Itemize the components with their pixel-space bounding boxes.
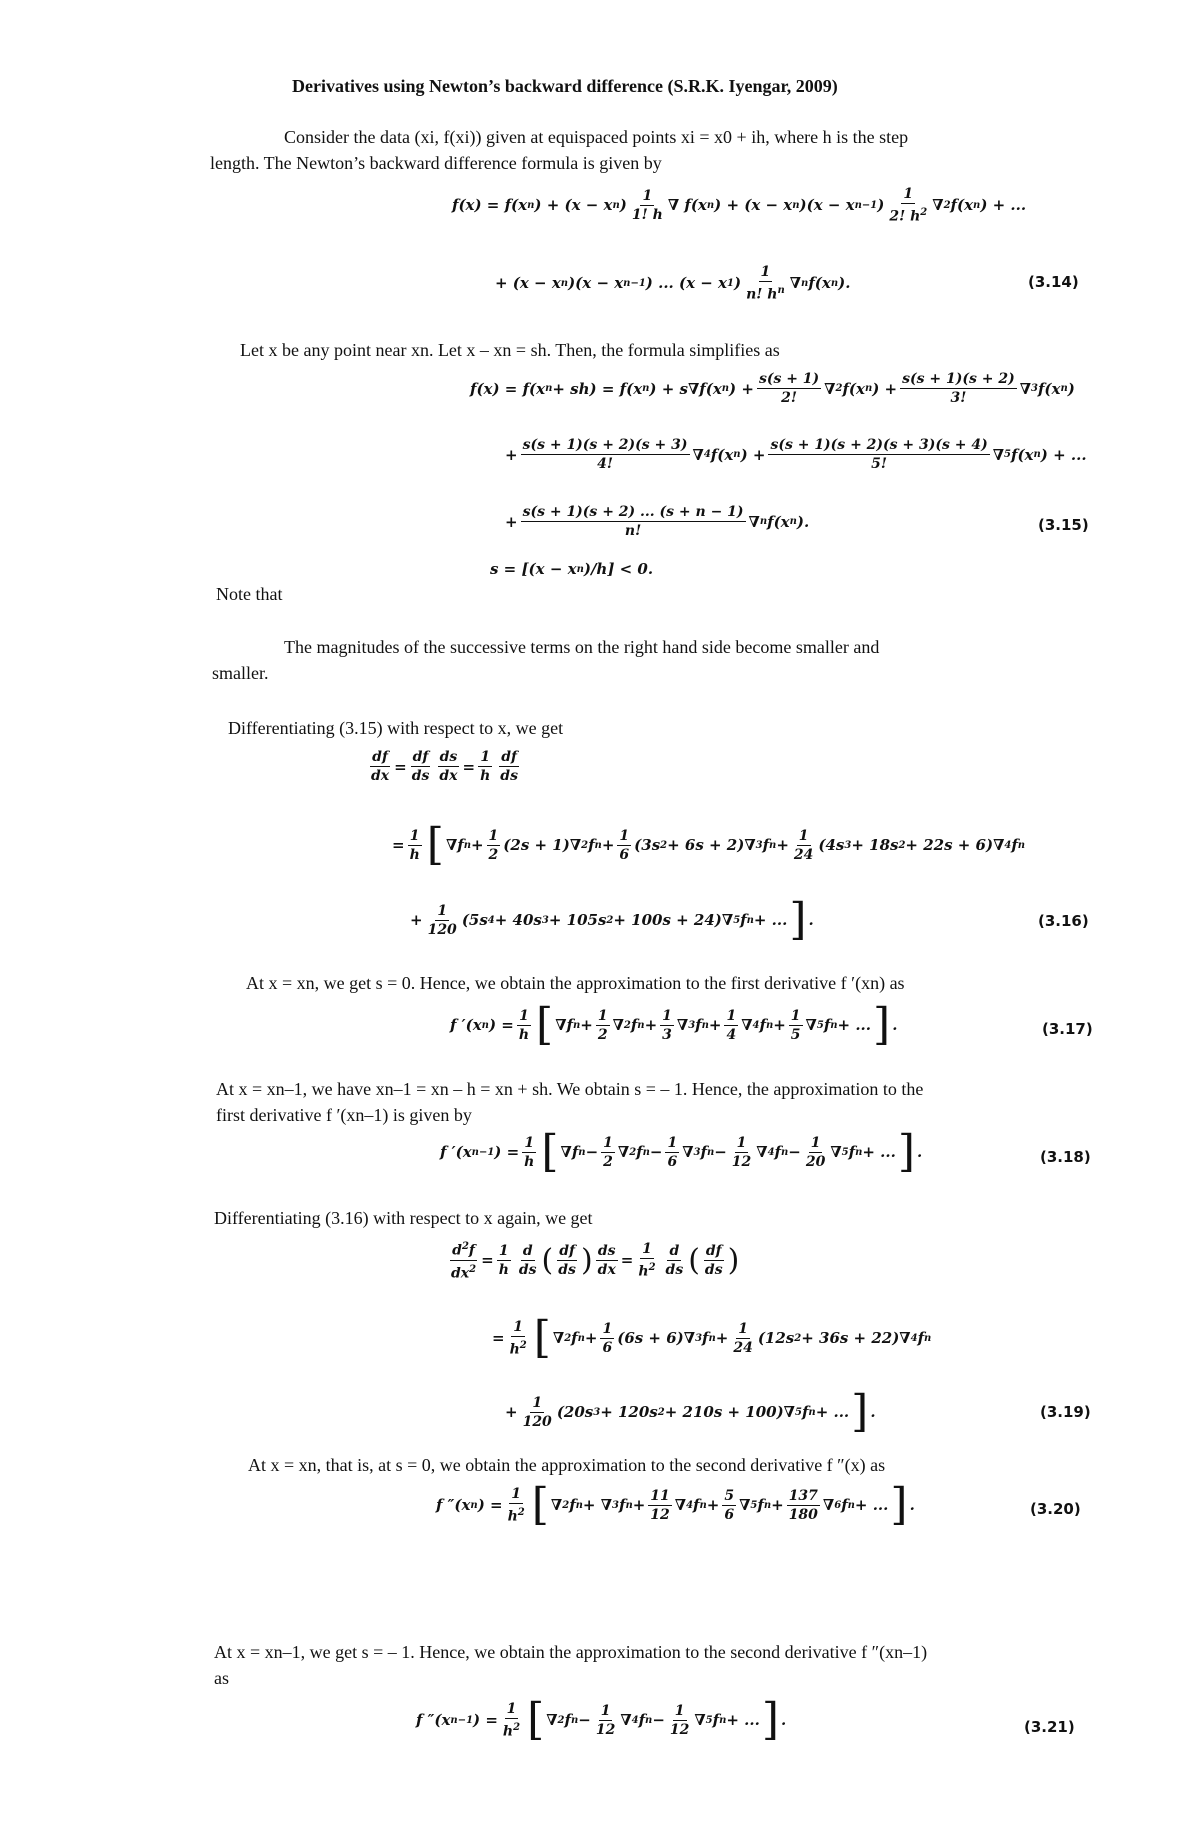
equation-3-21: f ″(x n−1 ) = $\frac{1}{h^2}$ [ ∇ 2 f n − $\frac{1}{12}$ ∇ 4 f n − $\frac{1}{12}$ ∇ 5 f n + ... ] . — [416, 1694, 787, 1746]
equation-number-3-16: (3.16) — [1038, 912, 1089, 930]
paragraph-magnitudes-line-2: smaller. — [212, 663, 269, 683]
equation-3-17: f ′(x n ) = $\frac{1}{h}$ [ ∇f n + $\frac{1}{2}$ ∇ 2 f n + $\frac{1}{3}$ ∇ 3 f n + $\frac{1}{4}$ ∇ 4 f n + $\frac{1}{5}$ ∇ 5 f n + ... ] . — [450, 999, 898, 1050]
equation-3-16-line-2: + $\frac{1}{120}$ (5s 4 + 40s 3 + 105s 2 + 100s + 24)∇ 5 f n + ... ] . — [410, 894, 814, 945]
equation-3-19-line-2: + $\frac{1}{120}$ (20s 3 + 120s 2 + 210s + 100)∇ 5 f n + ... ] . — [505, 1386, 876, 1437]
paragraph-second-derivative: At x = xn, that is, at s = 0, we obtain the approximation to the second derivative f ″(x) as — [248, 1455, 886, 1475]
equation-3-14-line-2: + (x − x n )(x − x n−1 ) ... (x − x 1 ) $\frac{1}{n! h^n}$ ∇ n f(x n ). — [495, 264, 851, 303]
equation-3-14-line-1: f(x) = f(x n ) + (x − x n ) $\frac{1}{1! h}$ ∇ f(x n ) + (x − x n )(x − x n−1 ) $\frac{1}{2! h^2}$ ∇ 2 f(x n ) + ... — [452, 186, 1027, 225]
paragraph-x-n-minus-1-line-1: At x = xn–1, we have xn–1 = xn – h = xn + sh. We obtain s = – 1. Hence, the approximation to the — [216, 1079, 924, 1099]
equation-3-15-line-2: + $\frac{s(s + 1)(s + 2)(s + 3)}{4!}$ ∇ 4 f(x n ) + $\frac{s(s + 1)(s + 2)(s + 3)(s + 4)}{5!}$ ∇ 5 f(x n ) + ... — [505, 437, 1087, 472]
equation-3-16-line-1: = $\frac{1}{h}$ [ ∇f n + $\frac{1}{2}$ (2s + 1)∇ 2 f n + $\frac{1}{6}$ (3s 2 + 6s + 2)∇ 3 f n + $\frac{1}{24}$ (4s 3 + 18s 2 + 22s + 6)∇ 4 f n — [392, 819, 1026, 870]
equation-3-15-line-3: + $\frac{s(s + 1)(s + 2) ... (s + n - 1)}{n!}$ ∇ n f(x n ). — [505, 504, 810, 539]
paragraph-first-derivative: At x = xn, we get s = 0. Hence, we obtain the approximation to the first derivative f ′(xn) as — [246, 973, 905, 993]
equation-number-3-15: (3.15) — [1038, 516, 1089, 534]
equation-s-definition: s = [(x − x n )/h] < 0. — [490, 560, 654, 578]
equation-3-19-line-1: = $\frac{1}{h^2}$ [ ∇ 2 f n + $\frac{1}{6}$ (6s + 6)∇ 3 f n + $\frac{1}{24}$ (12s 2 + 36s + 22)∇ 4 f n — [492, 1312, 932, 1364]
note-that: Note that — [216, 584, 283, 604]
equation-d2f-dx2: $\frac{d^2f}{dx^2}$ = $\frac{1}{h}$ $\frac{d}{ds}$ ( $\frac{df}{ds}$ ) $\frac{ds}{dx}$ = $\frac{1}{h^2}$ $\frac{d}{ds}$ ( $\frac{df}{ds}$ ) — [446, 1238, 739, 1282]
intro-line-1: Consider the data (xi, f(xi)) given at equispaced points xi = x0 + ih, where h is the step — [284, 127, 909, 147]
paragraph-differentiating-3-16: Differentiating (3.16) with respect to x again, we get — [214, 1208, 593, 1228]
paragraph-second-derivative-n-minus-1-line-2: as — [214, 1668, 229, 1688]
equation-df-dx: $\frac{df}{dx}$ = $\frac{df}{ds}$ $\frac{ds}{dx}$ = $\frac{1}{h}$ $\frac{df}{ds}$ — [371, 749, 518, 784]
paragraph-let-x: Let x be any point near xn. Let x – xn = sh. Then, the formula simplifies as — [240, 340, 780, 360]
equation-number-3-19: (3.19) — [1040, 1403, 1091, 1421]
equation-number-3-18: (3.18) — [1040, 1148, 1091, 1166]
intro-line-2: length. The Newton’s backward difference formula is given by — [210, 153, 662, 173]
paragraph-differentiating-3-15: Differentiating (3.15) with respect to x, we get — [228, 718, 564, 738]
equation-3-15-line-1: f(x) = f(x n + sh) = f(x n ) + s∇f(x n ) + $\frac{s(s + 1)}{2!}$ ∇ 2 f(x n ) + $\frac{s(s + 1)(s + 2)}{3!}$ ∇ 3 f(x n ) — [470, 371, 1075, 406]
paragraph-magnitudes-line-1: The magnitudes of the successive terms on the right hand side become smaller and — [284, 637, 880, 657]
page-title: Derivatives using Newton’s backward difference (S.R.K. Iyengar, 2009) — [292, 76, 838, 96]
equation-number-3-21: (3.21) — [1024, 1718, 1075, 1736]
paragraph-second-derivative-n-minus-1-line-1: At x = xn–1, we get s = – 1. Hence, we obtain the approximation to the second derivative f ″(xn–1) — [214, 1642, 928, 1662]
equation-number-3-14: (3.14) — [1028, 273, 1079, 291]
paragraph-x-n-minus-1-line-2: first derivative f ′(xn–1) is given by — [216, 1105, 472, 1125]
equation-number-3-20: (3.20) — [1030, 1500, 1081, 1518]
equation-3-18: f ′(x n−1 ) = $\frac{1}{h}$ [ ∇f n − $\frac{1}{2}$ ∇ 2 f n − $\frac{1}{6}$ ∇ 3 f n − $\frac{1}{12}$ ∇ 4 f n − $\frac{1}{20}$ ∇ 5 f n + ... ] . — [440, 1126, 923, 1177]
equation-number-3-17: (3.17) — [1042, 1020, 1093, 1038]
equation-3-20: f ″(x n ) = $\frac{1}{h^2}$ [ ∇ 2 f n + ∇ 3 f n + $\frac{11}{12}$ ∇ 4 f n + $\frac{5}{6}$ ∇ 5 f n + $\frac{137}{180}$ ∇ 6 f n + ... ] . — [436, 1479, 915, 1531]
